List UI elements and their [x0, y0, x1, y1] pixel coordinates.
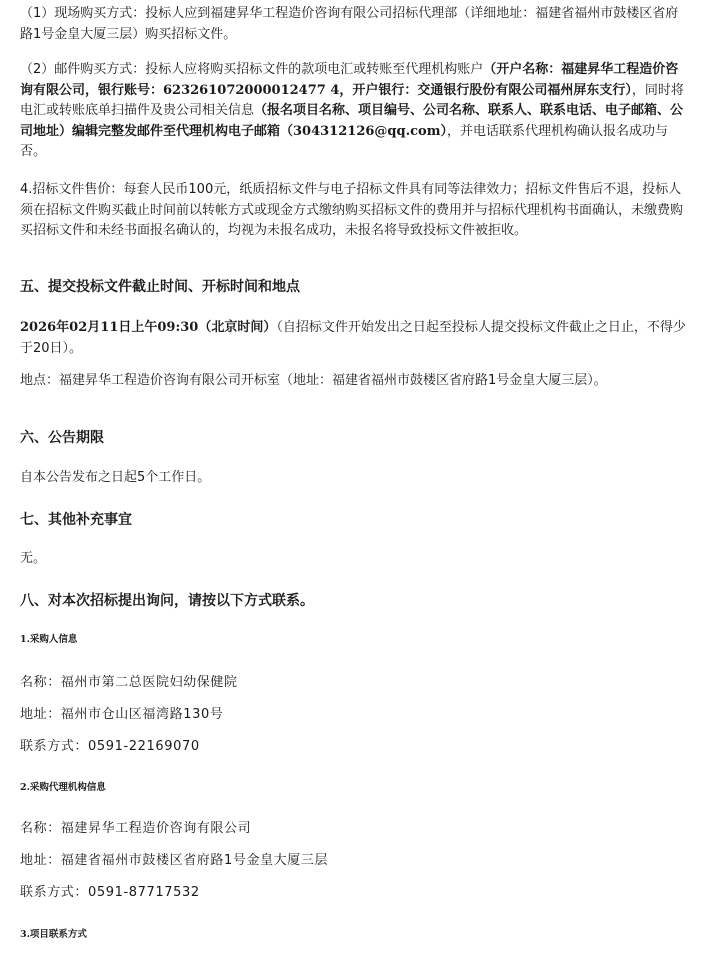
agency-name: 名称：福建昇华工程造价咨询有限公司: [20, 821, 252, 836]
email-requirements: （报名项目名称、项目编号、公司名称、联系人、联系电话、电子邮箱、公司地址）编辑完整发邮件至代理机构电子邮箱（304312126@qq.com）: [20, 103, 684, 139]
project-contact-title: 3.项目联系方式: [20, 929, 87, 940]
email-purchase-paragraph: [20, 60, 687, 163]
document-price-paragraph: 4.招标文件售价：每套人民币100元，纸质招标文件与电子招标文件具有同等法律效力；招标文件售后不退，投标人须在招标文件购买截止时间前以转帐方式或现金方式缴纳购买招标文件的费用并与招标代理机构书面确认，未缴费购买招标文件和未经书面报名确认的，均视为未报名成功，未报名将导致投标文件被拒收。: [20, 182, 684, 238]
agency-contact: 联系方式：0591-87717532: [20, 885, 200, 900]
section-8-heading: 八、对本次招标提出询问，请按以下方式联系。: [20, 593, 314, 609]
section-6-heading: 六、公告期限: [20, 430, 104, 446]
section-5-heading: 五、提交投标文件截止时间、开标时间和地点: [20, 279, 300, 295]
other-matters-text: 无。: [20, 551, 47, 566]
onsite-purchase-paragraph: （1）现场购买方式：投标人应到福建昇华工程造价咨询有限公司招标代理部（详细地址：福建省福州市鼓楼区省府路1号金皇大厦三层）购买招标文件。: [20, 6, 679, 42]
opening-location: 地点：福建昇华工程造价咨询有限公司开标室（地址：福建省福州市鼓楼区省府路1号金皇大厦三层）。: [20, 373, 607, 388]
section-7-heading: 七、其他补充事宜: [20, 512, 132, 528]
email-purchase-mid: ，同时将电汇或转账底单扫描件及贵公司相关信息: [20, 82, 684, 118]
purchaser-contact: 联系方式：0591-22169070: [20, 739, 200, 754]
purchaser-info-title: 1.采购人信息: [20, 634, 78, 645]
purchaser-name: 名称：福州市第二总医院妇幼保健院: [20, 675, 238, 690]
agency-info-title: 2.采购代理机构信息: [20, 782, 106, 793]
deadline-note: （自招标文件开始发出之日起至投标人提交投标文件截止之日止，不得少于20日）。: [20, 320, 686, 356]
deadline-paragraph: [20, 318, 687, 359]
notice-period-text: 自本公告发布之日起5个工作日。: [20, 470, 211, 485]
purchaser-address: 地址：福州市仓山区福湾路130号: [20, 707, 224, 722]
email-purchase-intro: （2）邮件购买方式：投标人应将购买招标文件的款项电汇或转账至代理机构账户: [20, 62, 484, 77]
agency-address: 地址：福建省福州市鼓楼区省府路1号金皇大厦三层: [20, 853, 329, 868]
deadline-time: 2026年02月11日上午09:30（北京时间）: [20, 320, 277, 335]
bank-account-info: （开户名称：福建昇华工程造价咨询有限公司，银行账号：623261072000012477 4，开户银行：交通银行股份有限公司福州屏东支行）: [20, 62, 679, 98]
email-purchase-end: ，并电话联系代理机构确认报名成功与否。: [20, 123, 668, 159]
